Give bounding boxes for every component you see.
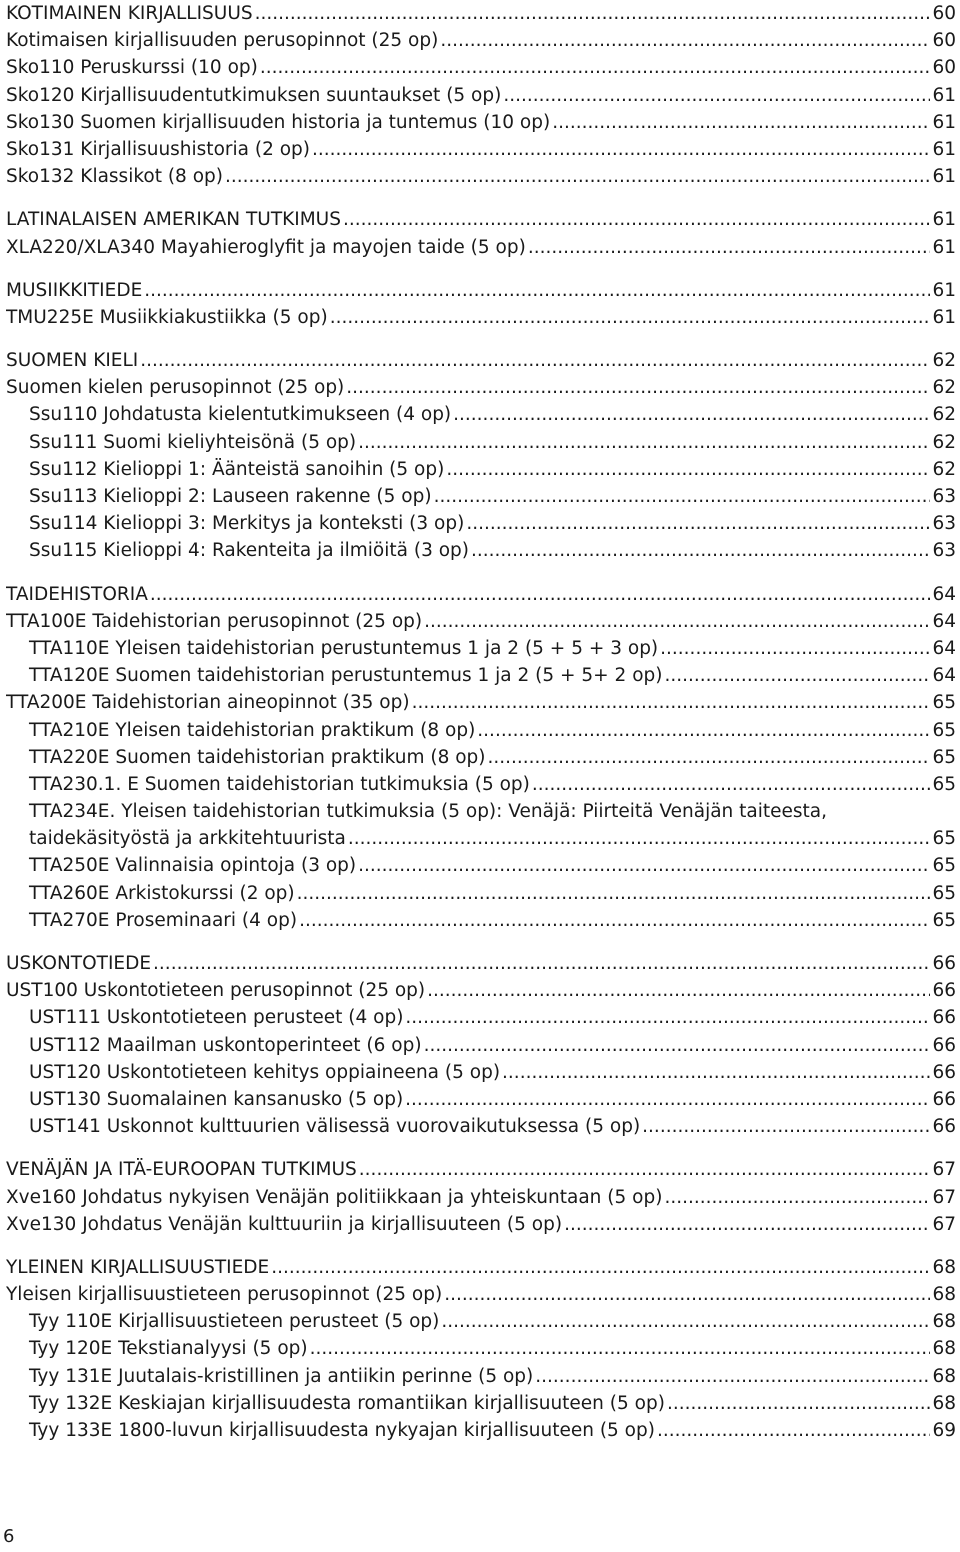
toc-entry-page: 60 <box>932 57 956 79</box>
toc-entry[interactable] <box>6 0 956 27</box>
toc-entry[interactable] <box>6 1032 956 1059</box>
dot-leader <box>412 689 931 716</box>
toc-entry[interactable] <box>6 456 956 483</box>
toc-entry[interactable] <box>6 771 956 798</box>
dot-leader <box>310 1335 931 1362</box>
toc-entry-title: Yleisen kirjallisuustieteen perusopinnot (25 op) <box>6 1284 443 1306</box>
toc-entry-title: YLEINEN KIRJALLISUUSTIEDE <box>6 1256 270 1278</box>
dot-leader <box>664 1184 930 1211</box>
toc-entry-title: Sko110 Peruskurssi (10 op) <box>6 57 258 79</box>
toc-entry[interactable] <box>6 374 956 401</box>
toc-entry-page: 66 <box>932 1061 956 1083</box>
toc-entry-page: 64 <box>932 665 956 687</box>
toc-entry[interactable] <box>6 635 956 662</box>
toc-section <box>6 347 956 565</box>
toc-entry-page: 61 <box>932 209 956 231</box>
toc-entry[interactable] <box>6 1417 956 1444</box>
toc-entry-title: Kotimaisen kirjallisuuden perusopinnot (25 op) <box>6 30 439 52</box>
toc-entry[interactable] <box>6 825 956 852</box>
dot-leader <box>312 136 930 163</box>
toc-entry-title: Xve130 Johdatus Venäjän kulttuuriin ja kirjallisuuteen (5 op) <box>6 1213 563 1235</box>
dot-leader <box>488 744 931 771</box>
toc-section <box>6 0 956 190</box>
toc-entry-page: 65 <box>932 692 956 714</box>
toc-entry-title: UST130 Suomalainen kansanusko (5 op) <box>29 1088 404 1110</box>
toc-entry[interactable] <box>6 1086 956 1113</box>
toc-entry-title: UST111 Uskontotieteen perusteet (4 op) <box>29 1007 404 1029</box>
toc-entry[interactable] <box>6 1363 956 1390</box>
toc-entry-page: 63 <box>932 486 956 507</box>
dot-leader <box>434 483 931 510</box>
toc-entry-title: VENÄJÄN JA ITÄ-EUROOPAN TUTKIMUS <box>6 1159 357 1181</box>
toc-section <box>6 1254 956 1444</box>
toc-entry[interactable] <box>6 163 956 190</box>
toc-entry[interactable] <box>6 689 956 716</box>
toc-entry-page: 60 <box>932 30 956 52</box>
dot-leader <box>150 581 931 608</box>
toc-entry[interactable] <box>6 1335 956 1362</box>
toc-entry[interactable] <box>6 82 956 109</box>
toc-entry-title: USKONTOTIEDE <box>6 953 152 974</box>
toc-entry[interactable] <box>6 1281 956 1308</box>
toc-entry-page: 61 <box>932 306 956 328</box>
toc-entry-page: 68 <box>932 1284 956 1306</box>
toc-entry-page: 69 <box>932 1420 956 1441</box>
toc-entry[interactable] <box>6 483 956 510</box>
toc-entry-page: 67 <box>932 1186 956 1208</box>
dot-leader <box>343 206 930 233</box>
dot-leader <box>441 1308 930 1335</box>
dot-leader <box>667 1390 931 1417</box>
toc-entry[interactable] <box>6 977 956 1004</box>
toc-entry-page: 67 <box>932 1213 956 1235</box>
toc-entry[interactable] <box>6 277 956 304</box>
dot-leader <box>503 82 930 109</box>
toc-entry-title: TTA120E Suomen taidehistorian perustuntemus 1 ja 2 (5 + 5+ 2 op) <box>29 665 663 687</box>
toc-section <box>6 206 956 260</box>
dot-leader <box>657 1417 930 1444</box>
dot-leader <box>330 304 931 331</box>
toc-entry-page: 61 <box>932 279 956 301</box>
toc-entry-page: 66 <box>932 1088 956 1110</box>
toc-entry[interactable] <box>6 1390 956 1417</box>
toc-entry[interactable] <box>6 1113 956 1140</box>
toc-entry-page: 65 <box>932 773 956 795</box>
toc-entry-page: 65 <box>932 882 956 904</box>
dot-leader <box>297 880 931 907</box>
toc-entry-page: 68 <box>932 1365 956 1387</box>
toc-entry[interactable] <box>6 950 956 977</box>
toc-entry-title: TTA220E Suomen taidehistorian praktikum (8 op) <box>29 746 486 768</box>
toc-entry-page: 66 <box>932 953 956 974</box>
toc-entry-title: TAIDEHISTORIA <box>6 583 148 605</box>
toc-entry-title: Suomen kielen perusopinnot (25 op) <box>6 377 345 399</box>
toc-entry-page: 64 <box>932 583 956 605</box>
toc-entry[interactable] <box>6 136 956 163</box>
toc-entry[interactable] <box>6 401 956 428</box>
dot-leader <box>144 277 930 304</box>
toc-section <box>6 1156 956 1238</box>
toc-entry-page: 63 <box>932 513 956 535</box>
toc-entry[interactable] <box>6 429 956 456</box>
toc-entry[interactable] <box>6 304 956 331</box>
toc-entry-title: Ssu110 Johdatusta kielentutkimukseen (4 op) <box>29 404 452 426</box>
toc-entry-page: 61 <box>932 166 956 188</box>
toc-entry-page: 63 <box>932 540 956 562</box>
toc-entry-title: UST141 Uskonnot kulttuurien välisessä vuorovaikutuksessa (5 op) <box>29 1116 641 1138</box>
toc-entry[interactable] <box>6 1184 956 1211</box>
toc-entry-page: 61 <box>932 138 956 160</box>
toc-entry-title: Tyy 131E Juutalais-kristillinen ja antiikin perinne (5 op) <box>29 1365 534 1387</box>
toc-entry[interactable] <box>6 1004 956 1031</box>
toc-entry-title: LATINALAISEN AMERIKAN TUTKIMUS <box>6 209 341 231</box>
toc-entry-title: Ssu112 Kielioppi 1: Äänteistä sanoihin (5 op) <box>29 458 445 480</box>
toc-entry-title: Sko120 Kirjallisuudentutkimuksen suuntaukset (5 op) <box>6 84 502 106</box>
toc-entry-page: 64 <box>932 610 956 632</box>
toc-entry-page: 65 <box>932 719 956 741</box>
toc-entry-title: TTA234E. Yleisen taidehistorian tutkimuksia (5 op): Venäjä: Piirteitä Venäjän taiteesta, <box>29 801 828 823</box>
dot-leader <box>564 1211 930 1238</box>
toc-entry-page: 65 <box>932 909 956 931</box>
toc-entry-title: SUOMEN KIELI <box>6 350 139 372</box>
toc-entry-page: 68 <box>932 1256 956 1278</box>
toc-entry-title: TTA260E Arkistokurssi (2 op) <box>29 882 295 904</box>
toc-entry-title: UST120 Uskontotieteen kehitys oppiaineena (5 op) <box>29 1061 501 1083</box>
dot-leader <box>642 1113 930 1140</box>
toc-entry[interactable] <box>6 608 956 635</box>
dot-leader <box>552 109 930 136</box>
dot-leader <box>453 401 930 428</box>
toc-entry-title: Sko131 Kirjallisuushistoria (2 op) <box>6 138 310 160</box>
toc-section <box>6 277 956 331</box>
dot-leader <box>446 456 930 483</box>
toc-entry[interactable] <box>6 1308 956 1335</box>
toc-entry-title: TTA110E Yleisen taidehistorian perustuntemus 1 ja 2 (5 + 5 + 3 op) <box>29 637 659 659</box>
toc-entry-title: Tyy 133E 1800-luvun kirjallisuudesta nykyajan kirjallisuuteen (5 op) <box>29 1420 655 1441</box>
dot-leader <box>440 27 930 54</box>
toc-entry-page: 68 <box>932 1392 956 1414</box>
dot-leader <box>140 347 930 374</box>
toc-entry-page: 62 <box>932 431 956 453</box>
toc-entry[interactable] <box>6 880 956 907</box>
toc-entry[interactable] <box>6 662 956 689</box>
toc-entry-title: Sko132 Klassikot (8 op) <box>6 166 223 188</box>
toc-entry-page: 65 <box>932 855 956 877</box>
dot-leader <box>346 374 930 401</box>
dot-leader <box>358 852 930 879</box>
dot-leader <box>260 54 931 81</box>
toc-entry-title: TTA230.1. E Suomen taidehistorian tutkimuksia (5 op) <box>29 773 530 795</box>
toc-entry[interactable] <box>6 1156 956 1183</box>
toc-entry-title: Sko130 Suomen kirjallisuuden historia ja tuntemus (10 op) <box>6 111 551 133</box>
dot-leader <box>271 1254 930 1281</box>
toc-entry-title: MUSIIKKITIEDE <box>6 279 143 301</box>
toc-entry[interactable] <box>6 1254 956 1281</box>
dot-leader <box>358 429 930 456</box>
toc-entry-title: Tyy 132E Keskiajan kirjallisuudesta romantiikan kirjallisuuteen (5 op) <box>29 1392 665 1414</box>
toc-entry[interactable] <box>6 537 956 564</box>
toc-entry-title: TMU225E Musiikkiakustiikka (5 op) <box>6 306 328 328</box>
toc-entry-title: Tyy 110E Kirjallisuustieteen perusteet (5 op) <box>29 1311 440 1333</box>
dot-leader <box>528 234 931 261</box>
dot-leader <box>359 1156 931 1183</box>
toc-entry-page: 68 <box>932 1311 956 1333</box>
toc-entry-page: 61 <box>932 236 956 258</box>
toc-entry-page: 61 <box>932 111 956 133</box>
dot-leader <box>427 977 930 1004</box>
dot-leader <box>424 608 930 635</box>
toc-entry-page: 62 <box>932 377 956 399</box>
toc-entry-title: UST100 Uskontotieteen perusopinnot (25 op) <box>6 980 426 1002</box>
toc-entry[interactable] <box>6 27 956 54</box>
dot-leader <box>664 662 930 689</box>
toc-entry-title: TTA270E Proseminaari (4 op) <box>29 909 298 931</box>
toc-entry-page: 65 <box>932 828 956 850</box>
page-number: 6 <box>3 1526 15 1547</box>
dot-leader <box>405 1004 930 1031</box>
dot-leader <box>424 1032 931 1059</box>
toc-entry[interactable] <box>6 109 956 136</box>
dot-leader <box>532 771 931 798</box>
toc-entry[interactable] <box>6 206 956 233</box>
toc-entry-page: 62 <box>932 458 956 480</box>
dot-leader <box>471 537 930 564</box>
dot-leader <box>405 1086 930 1113</box>
toc-entry-title: TTA210E Yleisen taidehistorian praktikum (8 op) <box>29 719 476 741</box>
toc-entry[interactable] <box>6 907 956 934</box>
toc-entry-title: XLA220/XLA340 Mayahieroglyfit ja mayojen taide (5 op) <box>6 236 526 258</box>
toc-entry[interactable] <box>6 798 956 825</box>
dot-leader <box>255 0 931 27</box>
dot-leader <box>225 163 930 190</box>
dot-leader <box>153 950 930 977</box>
toc-entry[interactable] <box>6 852 956 879</box>
toc-entry-page: 64 <box>932 637 956 659</box>
toc-entry[interactable] <box>6 1211 956 1238</box>
toc-entry[interactable] <box>6 347 956 374</box>
toc-entry-title: UST112 Maailman uskontoperinteet (6 op) <box>29 1034 422 1056</box>
toc-entry[interactable] <box>6 581 956 608</box>
toc-entry-page: 62 <box>932 350 956 372</box>
dot-leader <box>466 510 930 537</box>
toc-entry-title: Ssu111 Suomi kieliyhteisönä (5 op) <box>29 431 357 453</box>
toc-entry-title: KOTIMAINEN KIRJALLISUUS <box>6 3 253 24</box>
toc-entry-title: TTA250E Valinnaisia opintoja (3 op) <box>29 855 357 877</box>
toc-entry-title: Ssu114 Kielioppi 3: Merkitys ja konteksti (3 op) <box>29 513 465 535</box>
dot-leader <box>348 825 931 852</box>
toc-entry-page: 68 <box>932 1338 956 1360</box>
toc-entry-title: Ssu115 Kielioppi 4: Rakenteita ja ilmiöitä (3 op) <box>29 540 470 562</box>
toc-entry-title: taidekäsityöstä ja arkkitehtuurista <box>29 828 346 850</box>
toc-entry[interactable] <box>6 1059 956 1086</box>
toc-entry[interactable] <box>6 717 956 744</box>
dot-leader <box>444 1281 930 1308</box>
dot-leader <box>535 1363 930 1390</box>
toc-entry-page: 62 <box>932 404 956 426</box>
dot-leader <box>477 717 930 744</box>
toc-entry-page: 66 <box>932 1007 956 1029</box>
toc-entry-page: 66 <box>932 1034 956 1056</box>
toc-entry[interactable] <box>6 744 956 771</box>
dot-leader <box>299 907 930 934</box>
table-of-contents <box>6 0 956 1460</box>
toc-entry-page: 61 <box>932 84 956 106</box>
toc-entry[interactable] <box>6 510 956 537</box>
dot-leader <box>502 1059 930 1086</box>
toc-entry-page: 66 <box>932 980 956 1002</box>
toc-entry[interactable] <box>6 54 956 81</box>
toc-entry-title: Xve160 Johdatus nykyisen Venäjän politiikkaan ja yhteiskuntaan (5 op) <box>6 1186 663 1208</box>
toc-entry-title: TTA100E Taidehistorian perusopinnot (25 op) <box>6 610 423 632</box>
toc-section <box>6 950 956 1140</box>
toc-entry-page: 66 <box>932 1116 956 1138</box>
toc-entry-page: 60 <box>932 3 956 24</box>
toc-entry-page: 67 <box>932 1159 956 1181</box>
toc-section <box>6 581 956 934</box>
dot-leader <box>660 635 930 662</box>
toc-entry-title: TTA200E Taidehistorian aineopinnot (35 op) <box>6 692 410 714</box>
toc-entry-title: Ssu113 Kielioppi 2: Lauseen rakenne (5 op) <box>29 486 432 507</box>
toc-entry[interactable] <box>6 234 956 261</box>
toc-entry-page: 65 <box>932 746 956 768</box>
toc-entry-title: Tyy 120E Tekstianalyysi (5 op) <box>29 1338 308 1360</box>
